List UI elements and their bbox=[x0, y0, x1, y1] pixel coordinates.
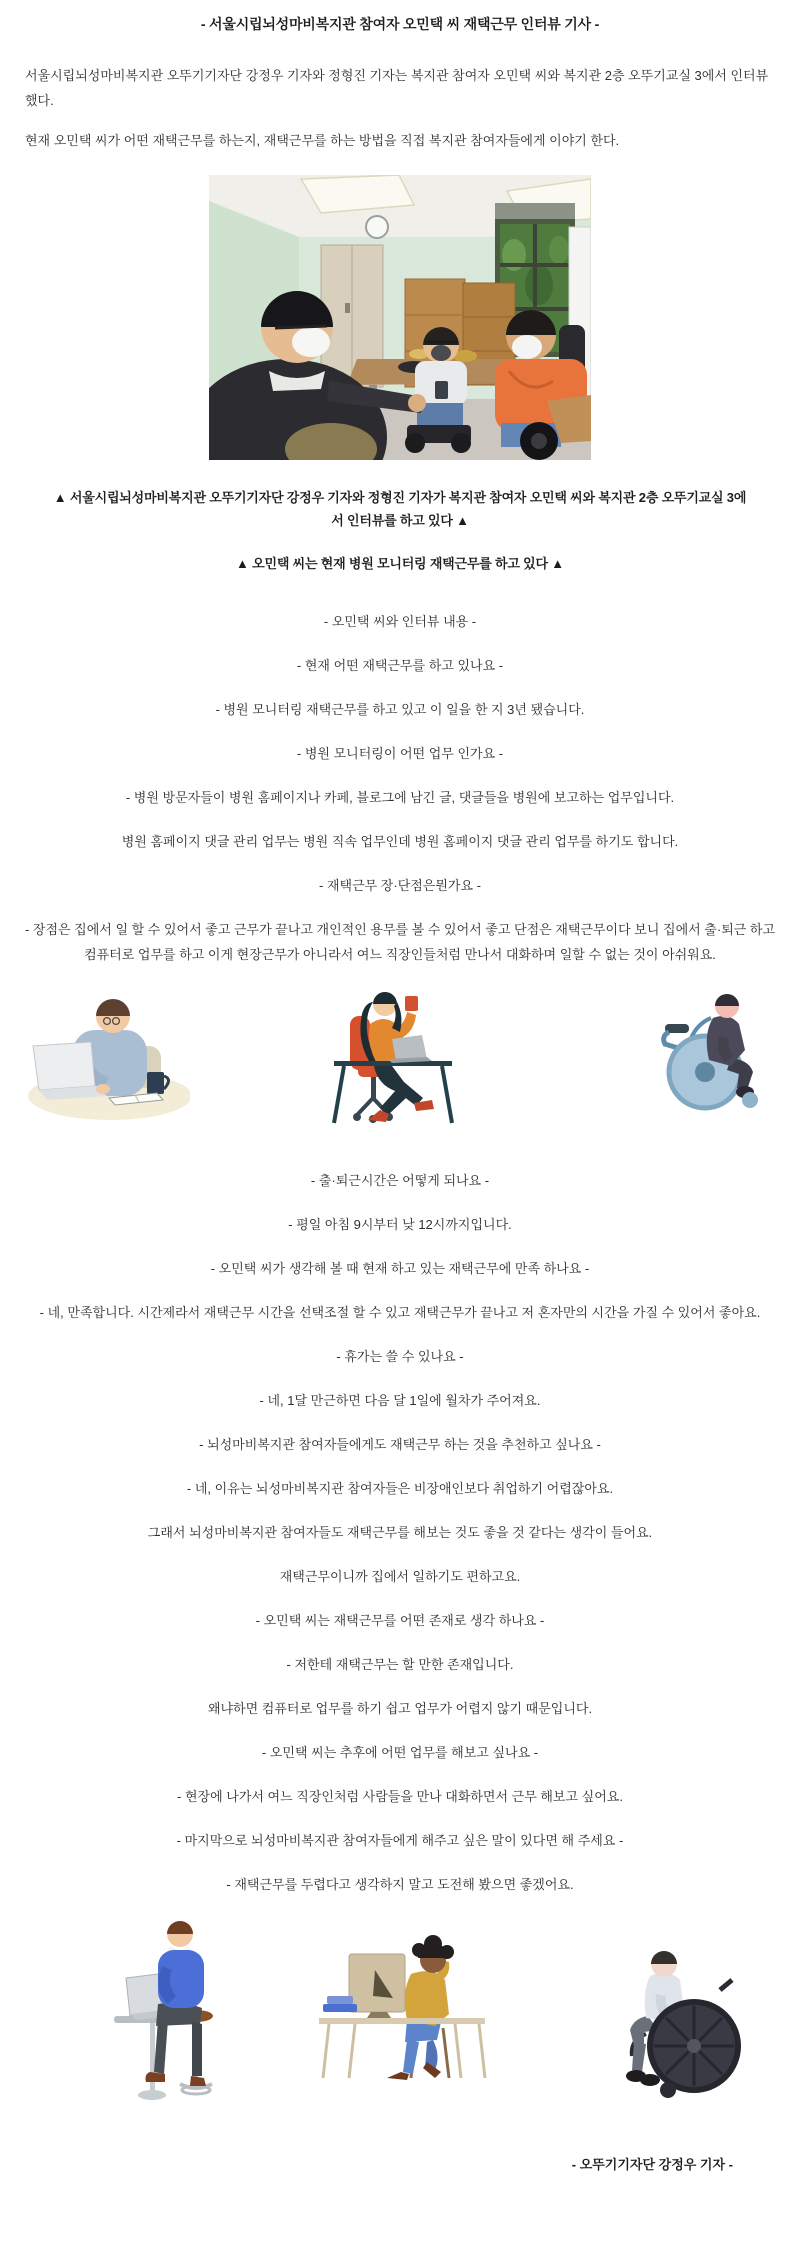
interview-line: - 병원 방문자들이 병원 홈페이지나 카페, 블로그에 남긴 글, 댓글들을 병원에 보고하는 업무입니다. bbox=[125, 790, 675, 805]
interview-section-2 bbox=[0, 1168, 800, 1897]
interview-line: 그래서 뇌성마비복지관 참여자들도 재택근무를 해보는 것도 좋을 것 같다는 생각이 들어요. bbox=[147, 1525, 653, 1540]
interview-line: - 네, 만족합니다. 시간제라서 재택근무 시간을 선택조절 할 수 있고 재택근무가 끝나고 저 혼자만의 시간을 가질 수 있어서 좋아요. bbox=[39, 1305, 761, 1320]
man-working-on-laptop-illustration bbox=[15, 988, 190, 1123]
interview-line: - 장점은 집에서 일 할 수 있어서 좋고 근무가 끝나고 개인적인 용무를 볼 수 있어서 좋고 단점은 재택근무이다 보니 집에서 출·퇴근 하고 컴퓨터로 업무를 하고 이게 현장근무가 아니라서 여느 직장인들처럼 만나서 대화하며 일할 수 없는 것이 아쉬워요. bbox=[24, 922, 776, 962]
page-title: - 서울시립뇌성마비복지관 참여자 오민택 씨 재택근무 인터뷰 기사 - bbox=[200, 16, 600, 32]
interview-line: - 오민택 씨는 추후에 어떤 업무를 해보고 싶나요 - bbox=[261, 1745, 539, 1760]
person-in-wheelchair-illustration bbox=[653, 988, 768, 1113]
illustration-row-2 bbox=[0, 1916, 800, 2104]
interview-line: - 출·퇴근시간은 어떻게 되나요 - bbox=[310, 1173, 490, 1188]
interview-line: - 네, 이유는 뇌성마비복지관 참여자들은 비장애인보다 취업하기 어렵잖아요. bbox=[186, 1481, 614, 1496]
interview-section-1 bbox=[0, 609, 800, 967]
intro-paragraph-1: 서울시립뇌성마비복지관 오뚜기기자단 강정우 기자와 정형진 기자는 복지관 참여자 오민택 씨와 복지관 2층 오뚜기교실 3에서 인터뷰 했다. bbox=[25, 68, 769, 108]
interview-photo bbox=[209, 175, 591, 460]
interview-photo-graphic bbox=[209, 175, 591, 460]
person-in-manual-wheelchair-illustration bbox=[612, 1938, 747, 2103]
interview-line: - 현재 어떤 재택근무를 하고 있나요 - bbox=[296, 658, 504, 673]
interview-line: - 재택근무를 두렵다고 생각하지 말고 도전해 봤으면 좋겠어요. bbox=[226, 1877, 574, 1892]
interview-line: 왜냐하면 컴퓨터로 업무를 하기 쉽고 업무가 어렵지 않기 때문입니다. bbox=[207, 1701, 593, 1716]
photo-caption-1: ▲ 서울시립뇌성마비복지관 오뚜기기자단 강정우 기자와 정형진 기자가 복지관 참여자 오민택 씨와 복지관 2층 오뚜기교실 3에서 인터뷰를 하고 있다 ▲ bbox=[53, 490, 747, 528]
interview-line: 재택근무이니까 집에서 일하기도 편하고요. bbox=[279, 1569, 521, 1584]
byline: - 오뚜기기자단 강정우 기자 - bbox=[571, 2157, 733, 2172]
interview-line: - 평일 아침 9시부터 낮 12시까지입니다. bbox=[288, 1217, 512, 1232]
interview-line: - 오민택 씨는 재택근무를 어떤 존재로 생각 하나요 - bbox=[255, 1613, 545, 1628]
photo-caption-2: ▲ 오민택 씨는 현재 병원 모니터링 재택근무를 하고 있다 ▲ bbox=[236, 556, 564, 571]
interview-line: - 재택근무 장·단점은뭔가요 - bbox=[319, 878, 481, 893]
interview-line: - 병원 모니터링 재택근무를 하고 있고 이 일을 한 지 3년 됐습니다. bbox=[215, 702, 585, 717]
interview-line: - 오민택 씨가 생각해 볼 때 현재 하고 있는 재택근무에 만족 하나요 - bbox=[210, 1261, 590, 1276]
interview-line: - 오민택 씨와 인터뷰 내용 - bbox=[323, 614, 477, 629]
interview-line: - 휴가는 쓸 수 있나요 - bbox=[336, 1349, 464, 1364]
interview-line: - 마지막으로 뇌성마비복지관 참여자들에게 해주고 싶은 말이 있다면 해 주세요 - bbox=[176, 1833, 624, 1848]
intro-paragraph-2: 현재 오민택 씨가 어떤 재택근무를 하는지, 재택근무를 하는 방법을 직접 복지관 참여자들에게 이야기 한다. bbox=[25, 133, 620, 148]
interview-line: - 네, 1달 만근하면 다음 달 1일에 월차가 주어져요. bbox=[259, 1393, 541, 1408]
interview-line: - 현장에 나가서 여느 직장인처럼 사람들을 만나 대화하면서 근무 해보고 싶어요. bbox=[177, 1789, 623, 1804]
illustration-row-1 bbox=[0, 982, 800, 1122]
man-on-stool-with-laptop-illustration bbox=[100, 1916, 230, 2111]
woman-at-computer-desk-illustration bbox=[315, 1932, 490, 2082]
woman-working-at-desk-illustration bbox=[328, 982, 458, 1127]
interview-line: - 병원 모니터링이 어떤 업무 인가요 - bbox=[296, 746, 504, 761]
interview-line: 병원 홈페이지 댓글 관리 업무는 병원 직속 업무인데 병원 홈페이지 댓글 관리 업무를 하기도 합니다. bbox=[121, 834, 679, 849]
interview-line: - 저한테 재택근무는 할 만한 존재입니다. bbox=[286, 1657, 514, 1672]
interview-line: - 뇌성마비복지관 참여자들에게도 재택근무 하는 것을 추천하고 싶나요 - bbox=[199, 1437, 601, 1452]
